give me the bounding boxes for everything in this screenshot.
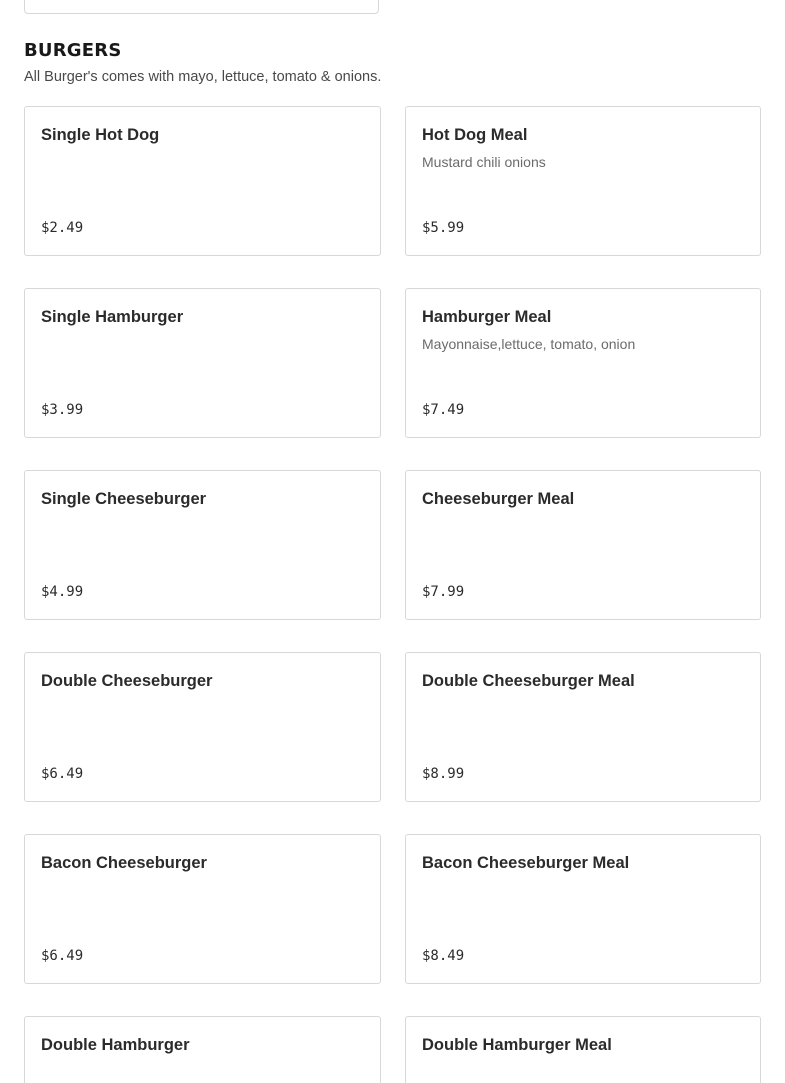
- item-price: $8.49: [422, 948, 465, 964]
- menu-item-card[interactable]: [24, 470, 381, 620]
- menu-item-card[interactable]: [405, 652, 761, 802]
- item-price: $7.99: [422, 584, 465, 600]
- item-price: $3.99: [41, 402, 84, 418]
- item-name: Double Hamburger Meal: [422, 1036, 612, 1054]
- menu-item-card[interactable]: [24, 106, 381, 256]
- section-description: All Burger's comes with mayo, lettuce, tomato & onions.: [24, 69, 382, 85]
- item-name: Double Cheeseburger Meal: [422, 672, 635, 690]
- item-name: Hamburger Meal: [422, 308, 552, 326]
- menu-items-grid: [24, 106, 761, 1083]
- menu-item-card[interactable]: [24, 288, 381, 438]
- menu-item-card[interactable]: [405, 470, 761, 620]
- item-price: $5.99: [422, 220, 465, 236]
- item-name: Hot Dog Meal: [422, 126, 528, 144]
- item-price: $7.49: [422, 402, 465, 418]
- item-price: $6.49: [41, 766, 84, 782]
- menu-item-card[interactable]: [24, 652, 381, 802]
- item-name: Single Hamburger: [41, 308, 184, 326]
- item-name: Double Hamburger: [41, 1036, 190, 1054]
- item-name: Bacon Cheeseburger Meal: [422, 854, 630, 872]
- item-price: $6.49: [41, 948, 84, 964]
- previous-menu-item-card[interactable]: [24, 0, 379, 14]
- section-header: [24, 38, 381, 86]
- menu-item-card[interactable]: [24, 834, 381, 984]
- menu-item-card[interactable]: [405, 106, 761, 256]
- menu-item-card[interactable]: [24, 1016, 381, 1083]
- menu-item-card[interactable]: [405, 834, 761, 984]
- item-price: $4.99: [41, 584, 84, 600]
- menu-item-card[interactable]: [405, 288, 761, 438]
- item-name: Double Cheeseburger: [41, 672, 213, 690]
- item-name: Single Cheeseburger: [41, 490, 207, 508]
- item-name: Single Hot Dog: [41, 126, 160, 144]
- menu-item-card[interactable]: [405, 1016, 761, 1083]
- section-title: BURGERS: [24, 40, 122, 61]
- item-name: Cheeseburger Meal: [422, 490, 575, 508]
- item-description: Mustard chili onions: [422, 154, 546, 170]
- item-name: Bacon Cheeseburger: [41, 854, 207, 872]
- item-price: $8.99: [422, 766, 465, 782]
- item-description: Mayonnaise,lettuce, tomato, onion: [422, 336, 636, 352]
- item-price: $2.49: [41, 220, 84, 236]
